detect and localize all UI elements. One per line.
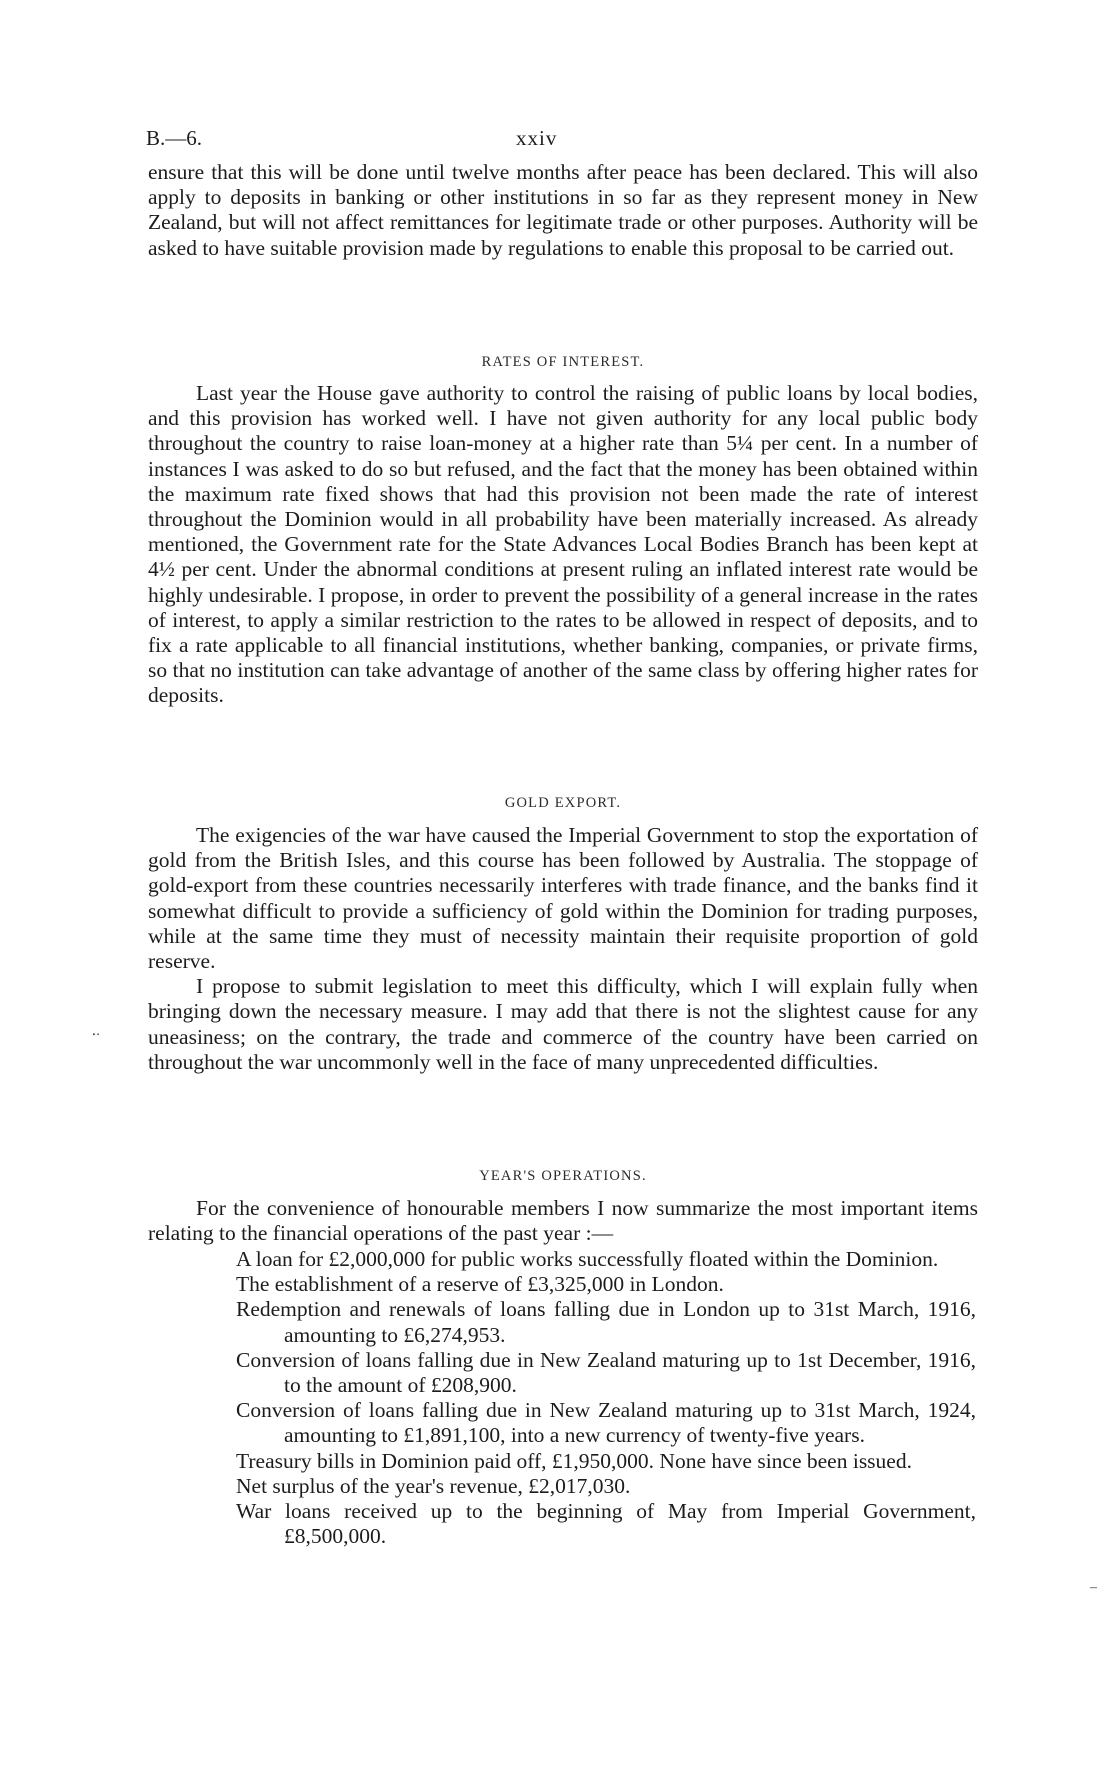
years-operations-intro-block	[148, 1196, 978, 1246]
years-operations-heading: YEAR'S OPERATIONS.	[479, 1168, 647, 1184]
list-item: War loans received up to the beginning of May from Imperial Government, £8,500,000.	[236, 1499, 976, 1549]
intro-section	[148, 160, 978, 261]
document-code: B.—6.	[146, 126, 203, 150]
list-item: Conversion of loans falling due in New Zealand maturing up to 1st December, 1916, to the amount of £208,900.	[236, 1347, 976, 1398]
scan-speck-mark: ⸱·	[92, 1028, 101, 1043]
list-item: Redemption and renewals of loans falling due in London up to 31st March, 1916, amounting to £6,274,953.	[236, 1297, 976, 1347]
scan-dash-mark: ‒	[1090, 1580, 1097, 1595]
list-item: The establishment of a reserve of £3,325,000 in London.	[236, 1272, 724, 1297]
list-item: Treasury bills in Dominion paid off, £1,950,000. None have since been issued.	[236, 1448, 912, 1473]
intro-paragraph: ensure that this will be done until twelve months after peace has been declared. This will also apply to deposits in banking or other institutions in so far as they represent money in New Zealand, but will not affect remittances for legitimate trade or other purposes. Authority will be asked to have suitable provision made by regulations to enable this proposal to be carried out.	[148, 160, 978, 260]
years-operations-intro: For the convenience of honourable members I now summarize the most important items relating to the financial operations of the past year :—	[148, 1196, 978, 1246]
gold-export-paragraph-2: I propose to submit legislation to meet this difficulty, which I will explain fully when bringing down the necessary measure. I may add that there is not the slightest cause for any uneasiness; on the contrary, the trade and commerce of the country have been carried on throughout the war uncommonly well in the face of many unprecedented difficulties.	[148, 974, 978, 1074]
list-item: A loan for £2,000,000 for public works successfully floated within the Dominion.	[236, 1247, 939, 1271]
rates-of-interest-paragraph: Last year the House gave authority to control the raising of public loans by local bodies, and this provision has worked well. I have not given authority for any local public body throughout the country to raise loan-money at a higher rate than 5¼ per cent. In a number of instances I was asked to do so but refused, and the fact that the money has been obtained within the maximum rate fixed shows that had this provision not been made the rate of interest throughout the Dominion would in all probability have been materially increased. As already mentioned, the Government rate for the State Advances Local Bodies Branch has been kept at 4½ per cent. Under the abnormal conditions at present ruling an inflated interest rate would be highly undesirable. I propose, in order to prevent the possibility of a general increase in the rates of interest, to apply a similar restriction to the rates to be allowed in respect of deposits, and to fix a rate applicable to all financial institutions, whether banking, companies, or private firms, so that no institution can take advantage of another of the same class by offering higher rates for deposits.	[148, 381, 978, 708]
list-item: Conversion of loans falling due in New Zealand maturing up to 31st March, 1924, amounting to £1,891,100, into a new currency of twenty-five years.	[236, 1398, 976, 1448]
gold-export-paragraph-1: The exigencies of the war have caused the Imperial Government to stop the exportation of gold from the British Isles, and this course has been followed by Australia. The stoppage of gold-export from these countries necessarily interferes with trade finance, and the banks find it somewhat difficult to provide a sufficiency of gold within the Dominion for trading purposes, while at the same time they must of necessity maintain their requisite proportion of gold reserve.	[148, 823, 978, 974]
page-header	[146, 126, 966, 156]
gold-export-heading: GOLD EXPORT.	[504, 795, 622, 811]
list-item: Net surplus of the year's revenue, £2,017,030.	[236, 1473, 631, 1498]
page-number: xxiv	[516, 126, 558, 150]
operations-list	[236, 1247, 976, 1549]
rates-of-interest-section	[148, 381, 978, 709]
rates-of-interest-heading: RATES OF INTEREST.	[481, 354, 645, 370]
gold-export-section	[148, 823, 978, 1075]
